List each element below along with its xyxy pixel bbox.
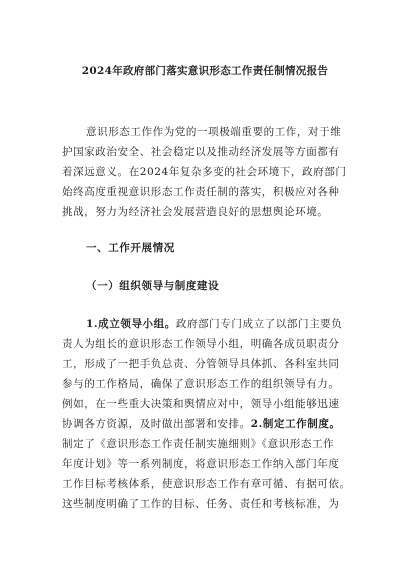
document-title: 2024年政府部门落实意识形态工作责任制情况报告 bbox=[81, 65, 329, 77]
section-heading: 一、工作开展情况 bbox=[86, 242, 175, 254]
item-title: 1.成立领导小组。 bbox=[86, 318, 176, 330]
body-line: 制定了《意识形态工作责任制实施细则》《意识形态工作 bbox=[62, 438, 335, 450]
body-line: 这些制度明确了工作的目标、任务、责任和考核标准，为 bbox=[62, 498, 340, 510]
body-line: 例如，在一些重大决策和舆情应对中，领导小组能够迅速 bbox=[62, 398, 340, 410]
body-line: 参与的工作格局，确保了意识形态工作的组织领导有力。 bbox=[62, 378, 340, 390]
body-line: 年度计划》等一系列制度，将意识形态工作纳入部门年度 bbox=[62, 458, 340, 470]
intro-line: 着深远意义。在2024年复杂多变的社会环境下，政府部门 bbox=[62, 166, 347, 178]
intro-line: 意识形态工作作为党的一项极端重要的工作，对于维 bbox=[86, 126, 342, 138]
body-line: 工作目标考核体系，使意识形态工作有章可循、有据可依。 bbox=[62, 478, 351, 490]
body-line bbox=[62, 418, 341, 431]
body-line: 工，形成了一把手负总责、分管领导具体抓、各科室共同 bbox=[62, 358, 340, 370]
item-title: 2.制定工作制度。 bbox=[250, 418, 341, 430]
subsection-heading: （一）组织领导与制度建设 bbox=[86, 280, 220, 292]
item-text: 政府部门专门成立了以部门主要负 bbox=[175, 318, 343, 330]
body-line: 责人为组长的意识形态工作领导小组，明确各成员职责分 bbox=[62, 338, 340, 350]
item-text: 协调各方资源，及时做出部署和安排。 bbox=[62, 418, 251, 430]
intro-line: 挑战，努力为经济社会发展营造良好的思想舆论环境。 bbox=[62, 206, 329, 218]
body-line bbox=[86, 318, 342, 331]
intro-line: 始终高度重视意识形态工作责任制的落实，积极应对各种 bbox=[62, 186, 340, 198]
intro-line: 护国家政治安全、社会稳定以及推动经济发展等方面都有 bbox=[62, 146, 340, 158]
